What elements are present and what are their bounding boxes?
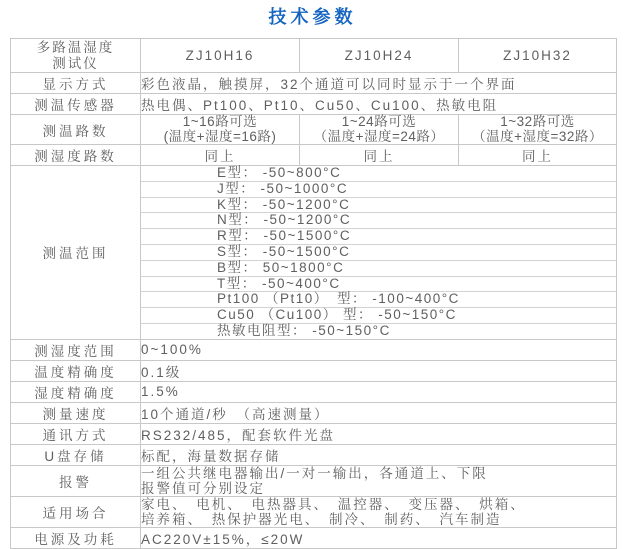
row-label: U盘存储 xyxy=(11,444,141,465)
row-display-method xyxy=(11,73,617,94)
channels-line1: 1~32路可选 xyxy=(500,114,575,129)
alarm-line1: 一组公共继电器输出/一对一输出，各通道上、下限 xyxy=(141,465,488,481)
channels-line2: （温度+湿度=32路） xyxy=(472,128,603,144)
spec-table xyxy=(10,38,617,549)
row-temp-channels xyxy=(11,115,617,145)
row-label: 测温范围 xyxy=(11,166,141,340)
model-zj10h32: ZJ10H32 xyxy=(459,39,617,73)
channels-line2: (温度+湿度=16路) xyxy=(163,128,277,144)
alarm-line2: 报警值可分别设定 xyxy=(141,480,265,496)
row-product-models xyxy=(11,39,617,73)
row-value: 标配，海量数据存储 xyxy=(141,444,617,465)
row-temp-accuracy xyxy=(11,360,617,381)
row-value: AC220V±15%，≤20W xyxy=(141,527,617,548)
range-line-b: B型： 50~1800°C xyxy=(141,261,616,277)
row-usb-storage xyxy=(11,444,617,465)
row-applications xyxy=(11,496,617,527)
row-power xyxy=(11,527,617,548)
row-communication xyxy=(11,423,617,444)
range-line-e: E型： -50~800°C xyxy=(141,166,616,182)
row-temp-sensor xyxy=(11,94,617,115)
row-label: 报警 xyxy=(11,465,141,496)
row-alarm xyxy=(11,465,617,496)
range-line-k: K型： -50~1200°C xyxy=(141,198,616,214)
channels-cell-32 xyxy=(459,115,617,145)
range-line-thermistor: 热敏电阻型： -50~150°C xyxy=(217,322,391,338)
row-label: 测温传感器 xyxy=(11,94,141,115)
row-value: 热电偶、Pt100、Pt10、Cu50、Cu100、热敏电阻 xyxy=(141,94,617,115)
product-name-line1: 多路温湿度 xyxy=(36,39,115,55)
row-value: RS232/485，配套软件光盘 xyxy=(141,423,617,444)
row-value xyxy=(141,465,617,496)
row-label: 电源及功耗 xyxy=(11,527,141,548)
channels-line1: 1~24路可选 xyxy=(341,114,417,129)
row-label: 测湿度路数 xyxy=(11,145,141,166)
range-line-s: S型： -50~1500°C xyxy=(141,245,616,261)
model-zj10h24: ZJ10H24 xyxy=(300,39,459,73)
row-value: 0~100% xyxy=(141,339,617,360)
row-label: 测湿度范围 xyxy=(11,339,141,360)
temp-range-values xyxy=(141,166,617,340)
range-line-n: N型： -50~1200°C xyxy=(141,213,616,229)
channels-line2: （温度+湿度=24路） xyxy=(313,128,445,144)
range-line-cu50: Cu50 （Cu100） 型： -50~150°C xyxy=(141,308,616,324)
row-value: 1.5% xyxy=(141,381,617,402)
channels-line1: 1~16路可选 xyxy=(182,114,258,129)
row-label: 湿度精确度 xyxy=(11,381,141,402)
row-label: 测温路数 xyxy=(11,115,141,145)
row-measure-speed xyxy=(11,402,617,423)
row-value xyxy=(141,496,617,527)
applications-line2: 培养箱、 热保护器光电、 制冷、 制药、 汽车制造 xyxy=(141,511,502,527)
range-line-r: R型： -50~1500°C xyxy=(141,229,616,245)
channels-cell-24 xyxy=(300,115,459,145)
applications-line1: 家电、 电机、 电热器具、 温控器、 变压器、 烘箱、 xyxy=(141,496,526,512)
row-humidity-channels xyxy=(11,145,617,166)
row-humidity-range xyxy=(11,339,617,360)
row-value: 0.1级 xyxy=(141,360,617,381)
range-line-pt100: Pt100 （Pt10） 型： -100~400°C xyxy=(141,292,616,308)
row-label: 适用场合 xyxy=(11,496,141,527)
row-label: 显示方式 xyxy=(11,73,141,94)
same-as-above-cell: 同上 xyxy=(459,145,617,166)
row-label: 测量速度 xyxy=(11,402,141,423)
range-line-j: J型： -50~1000°C xyxy=(141,182,616,198)
row-label: 温度精确度 xyxy=(11,360,141,381)
range-line-t: T型： -50~400°C xyxy=(141,277,616,293)
channels-cell-16 xyxy=(141,115,300,145)
page-title: 技术参数 xyxy=(268,7,357,27)
product-name-cell xyxy=(11,39,141,73)
model-zj10h16: ZJ10H16 xyxy=(141,39,300,73)
row-humidity-accuracy xyxy=(11,381,617,402)
same-as-above-cell: 同上 xyxy=(141,145,300,166)
row-value: 彩色液晶，触摸屏，32个通道可以同时显示于一个界面 xyxy=(141,73,617,94)
same-as-above-cell: 同上 xyxy=(300,145,459,166)
row-label: 通讯方式 xyxy=(11,423,141,444)
row-value: 10个通道/秒 （高速测量） xyxy=(141,402,617,423)
row-temp-range xyxy=(11,166,617,340)
product-name-line2: 测试仪 xyxy=(52,55,99,71)
